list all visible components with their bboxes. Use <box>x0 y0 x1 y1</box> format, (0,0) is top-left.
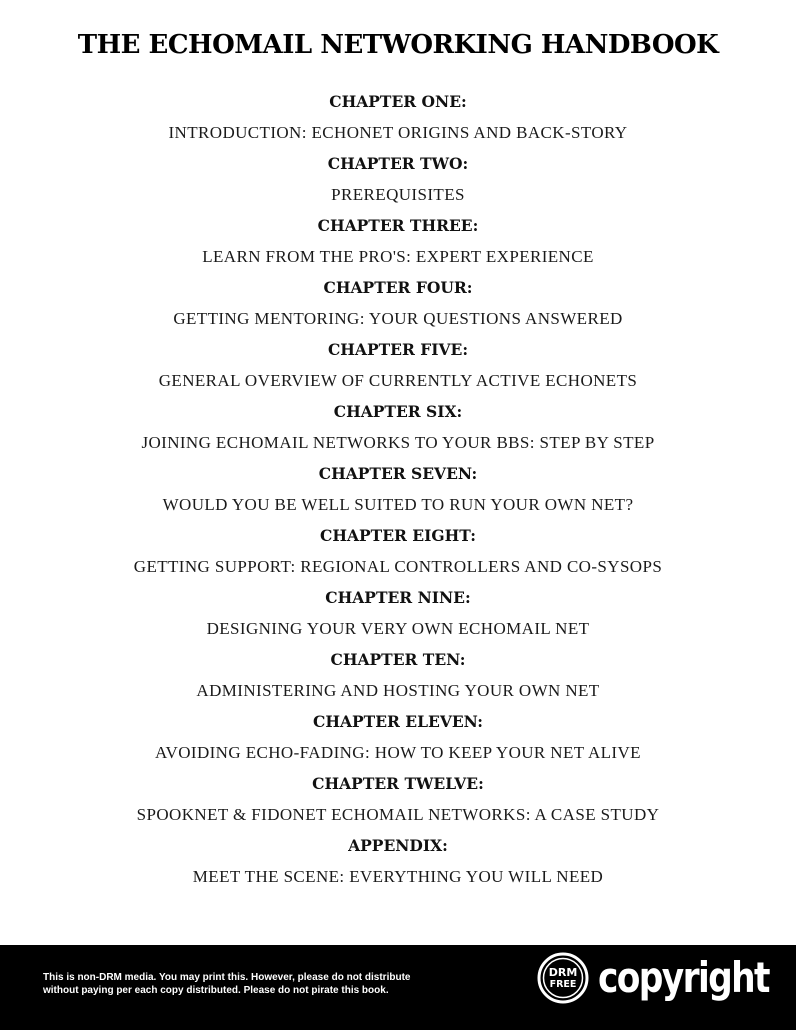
toc-entry <box>0 520 796 582</box>
chapter-heading: CHAPTER ONE: <box>329 92 467 111</box>
chapter-title: WOULD YOU BE WELL SUITED TO RUN YOUR OWN NET? <box>162 495 634 514</box>
copyright-footer <box>0 945 796 1030</box>
copyright-wordmark: copyright <box>598 953 769 1002</box>
table-of-contents <box>0 86 796 892</box>
notice-line: without paying per each copy distributed. Please do not pirate this book. <box>43 985 389 996</box>
chapter-title: AVOIDING ECHO-FADING: HOW TO KEEP YOUR NET ALIVE <box>155 743 641 762</box>
notice-line: This is non-DRM media. You may print this. However, please do not distribute <box>43 972 411 983</box>
chapter-title: GETTING MENTORING: YOUR QUESTIONS ANSWERED <box>173 309 623 328</box>
chapter-title: DESIGNING YOUR VERY OWN ECHOMAIL NET <box>206 619 590 638</box>
toc-entry <box>0 272 796 334</box>
chapter-title: LEARN FROM THE PRO'S: EXPERT EXPERIENCE <box>202 247 594 266</box>
toc-entry <box>0 582 796 644</box>
chapter-title: JOINING ECHOMAIL NETWORKS TO YOUR BBS: STEP BY STEP <box>141 433 655 452</box>
toc-entry <box>0 396 796 458</box>
chapter-heading: CHAPTER ELEVEN: <box>313 712 483 731</box>
chapter-title: INTRODUCTION: ECHONET ORIGINS AND BACK-STORY <box>168 123 628 142</box>
distribution-notice <box>43 971 513 997</box>
badge-text-free: FREE <box>549 979 577 990</box>
chapter-heading: CHAPTER TWELVE: <box>312 774 484 793</box>
chapter-heading: CHAPTER FOUR: <box>323 278 473 297</box>
chapter-title: MEET THE SCENE: EVERYTHING YOU WILL NEED <box>192 867 604 886</box>
toc-entry <box>0 706 796 768</box>
chapter-title: PREREQUISITES <box>331 185 465 204</box>
chapter-title: GETTING SUPPORT: REGIONAL CONTROLLERS AND CO-SYSOPS <box>133 557 663 576</box>
toc-entry <box>0 830 796 892</box>
chapter-title: GENERAL OVERVIEW OF CURRENTLY ACTIVE ECHONETS <box>158 371 638 390</box>
badge-text-drm: DRM <box>548 966 578 979</box>
chapter-heading: CHAPTER NINE: <box>325 588 471 607</box>
toc-entry <box>0 644 796 706</box>
chapter-heading: CHAPTER THREE: <box>317 216 479 235</box>
toc-entry <box>0 148 796 210</box>
chapter-heading: CHAPTER TWO: <box>327 154 469 173</box>
toc-entry <box>0 210 796 272</box>
document-title: THE ECHOMAIL NETWORKING HANDBOOK <box>77 30 719 60</box>
chapter-title: ADMINISTERING AND HOSTING YOUR OWN NET <box>196 681 600 700</box>
toc-entry <box>0 334 796 396</box>
chapter-heading: CHAPTER SIX: <box>333 402 463 421</box>
chapter-title: SPOOKNET & FIDONET ECHOMAIL NETWORKS: A CASE STUDY <box>136 805 660 824</box>
toc-entry <box>0 458 796 520</box>
toc-entry <box>0 86 796 148</box>
chapter-heading: CHAPTER TEN: <box>330 650 466 669</box>
drm-free-badge-icon <box>537 952 589 1004</box>
toc-entry <box>0 768 796 830</box>
chapter-heading: CHAPTER SEVEN: <box>318 464 478 483</box>
chapter-heading: CHAPTER FIVE: <box>327 340 469 359</box>
chapter-heading: CHAPTER EIGHT: <box>320 526 476 545</box>
chapter-heading: APPENDIX: <box>348 836 448 855</box>
